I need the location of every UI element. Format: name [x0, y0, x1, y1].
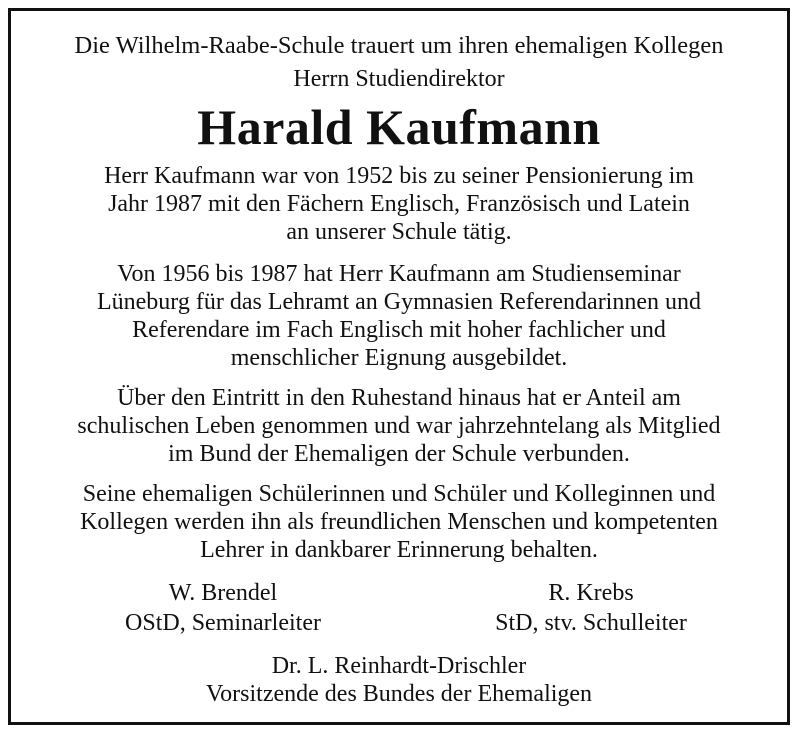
obituary-notice — [8, 8, 790, 725]
signatory-bottom-role: Vorsitzende des Bundes der Ehemaligen — [205, 681, 593, 707]
deceased-name: Harald Kaufmann — [197, 99, 601, 155]
paragraph-line: Referendare im Fach Englisch mit hoher fachlicher und — [132, 317, 666, 343]
signatory-right-name: R. Krebs — [548, 580, 634, 606]
signatory-left-name: W. Brendel — [168, 580, 278, 606]
signatory-right-role: StD, stv. Schulleiter — [495, 610, 687, 636]
paragraph-line: Kollegen werden ihn als freundlichen Menschen und kompetenten — [80, 509, 718, 535]
header-line: Die Wilhelm-Raabe-Schule trauert um ihren ehemaligen Kollegen — [74, 32, 724, 59]
signatory-left-role: OStD, Seminarleiter — [125, 610, 321, 636]
paragraph-line: Von 1956 bis 1987 hat Herr Kaufmann am Studienseminar — [117, 261, 681, 287]
paragraph-line: Herr Kaufmann war von 1952 bis zu seiner Pensionierung im — [104, 163, 694, 189]
notice-content — [11, 11, 787, 722]
paragraph-line: Seine ehemaligen Schülerinnen und Schüler und Kolleginnen und — [82, 481, 716, 507]
paragraph-line: Lehrer in dankbarer Erinnerung behalten. — [200, 537, 598, 563]
honorific-title: Herrn Studiendirektor — [293, 66, 505, 92]
paragraph-line: Über den Eintritt in den Ruhestand hinaus hat er Anteil am — [117, 385, 681, 411]
paragraph-line: Lüneburg für das Lehramt an Gymnasien Referendarinnen und — [96, 289, 702, 315]
paragraph-line: im Bund der Ehemaligen der Schule verbunden. — [168, 441, 630, 467]
paragraph-line: Jahr 1987 mit den Fächern Englisch, Französisch und Latein — [108, 191, 690, 217]
signatory-bottom-name: Dr. L. Reinhardt-Drischler — [271, 653, 527, 679]
paragraph-line: menschlicher Eignung ausgebildet. — [230, 345, 568, 371]
paragraph-line: schulischen Leben genommen und war jahrzehntelang als Mitglied — [77, 413, 721, 439]
paragraph-line: an unserer Schule tätig. — [286, 219, 512, 245]
